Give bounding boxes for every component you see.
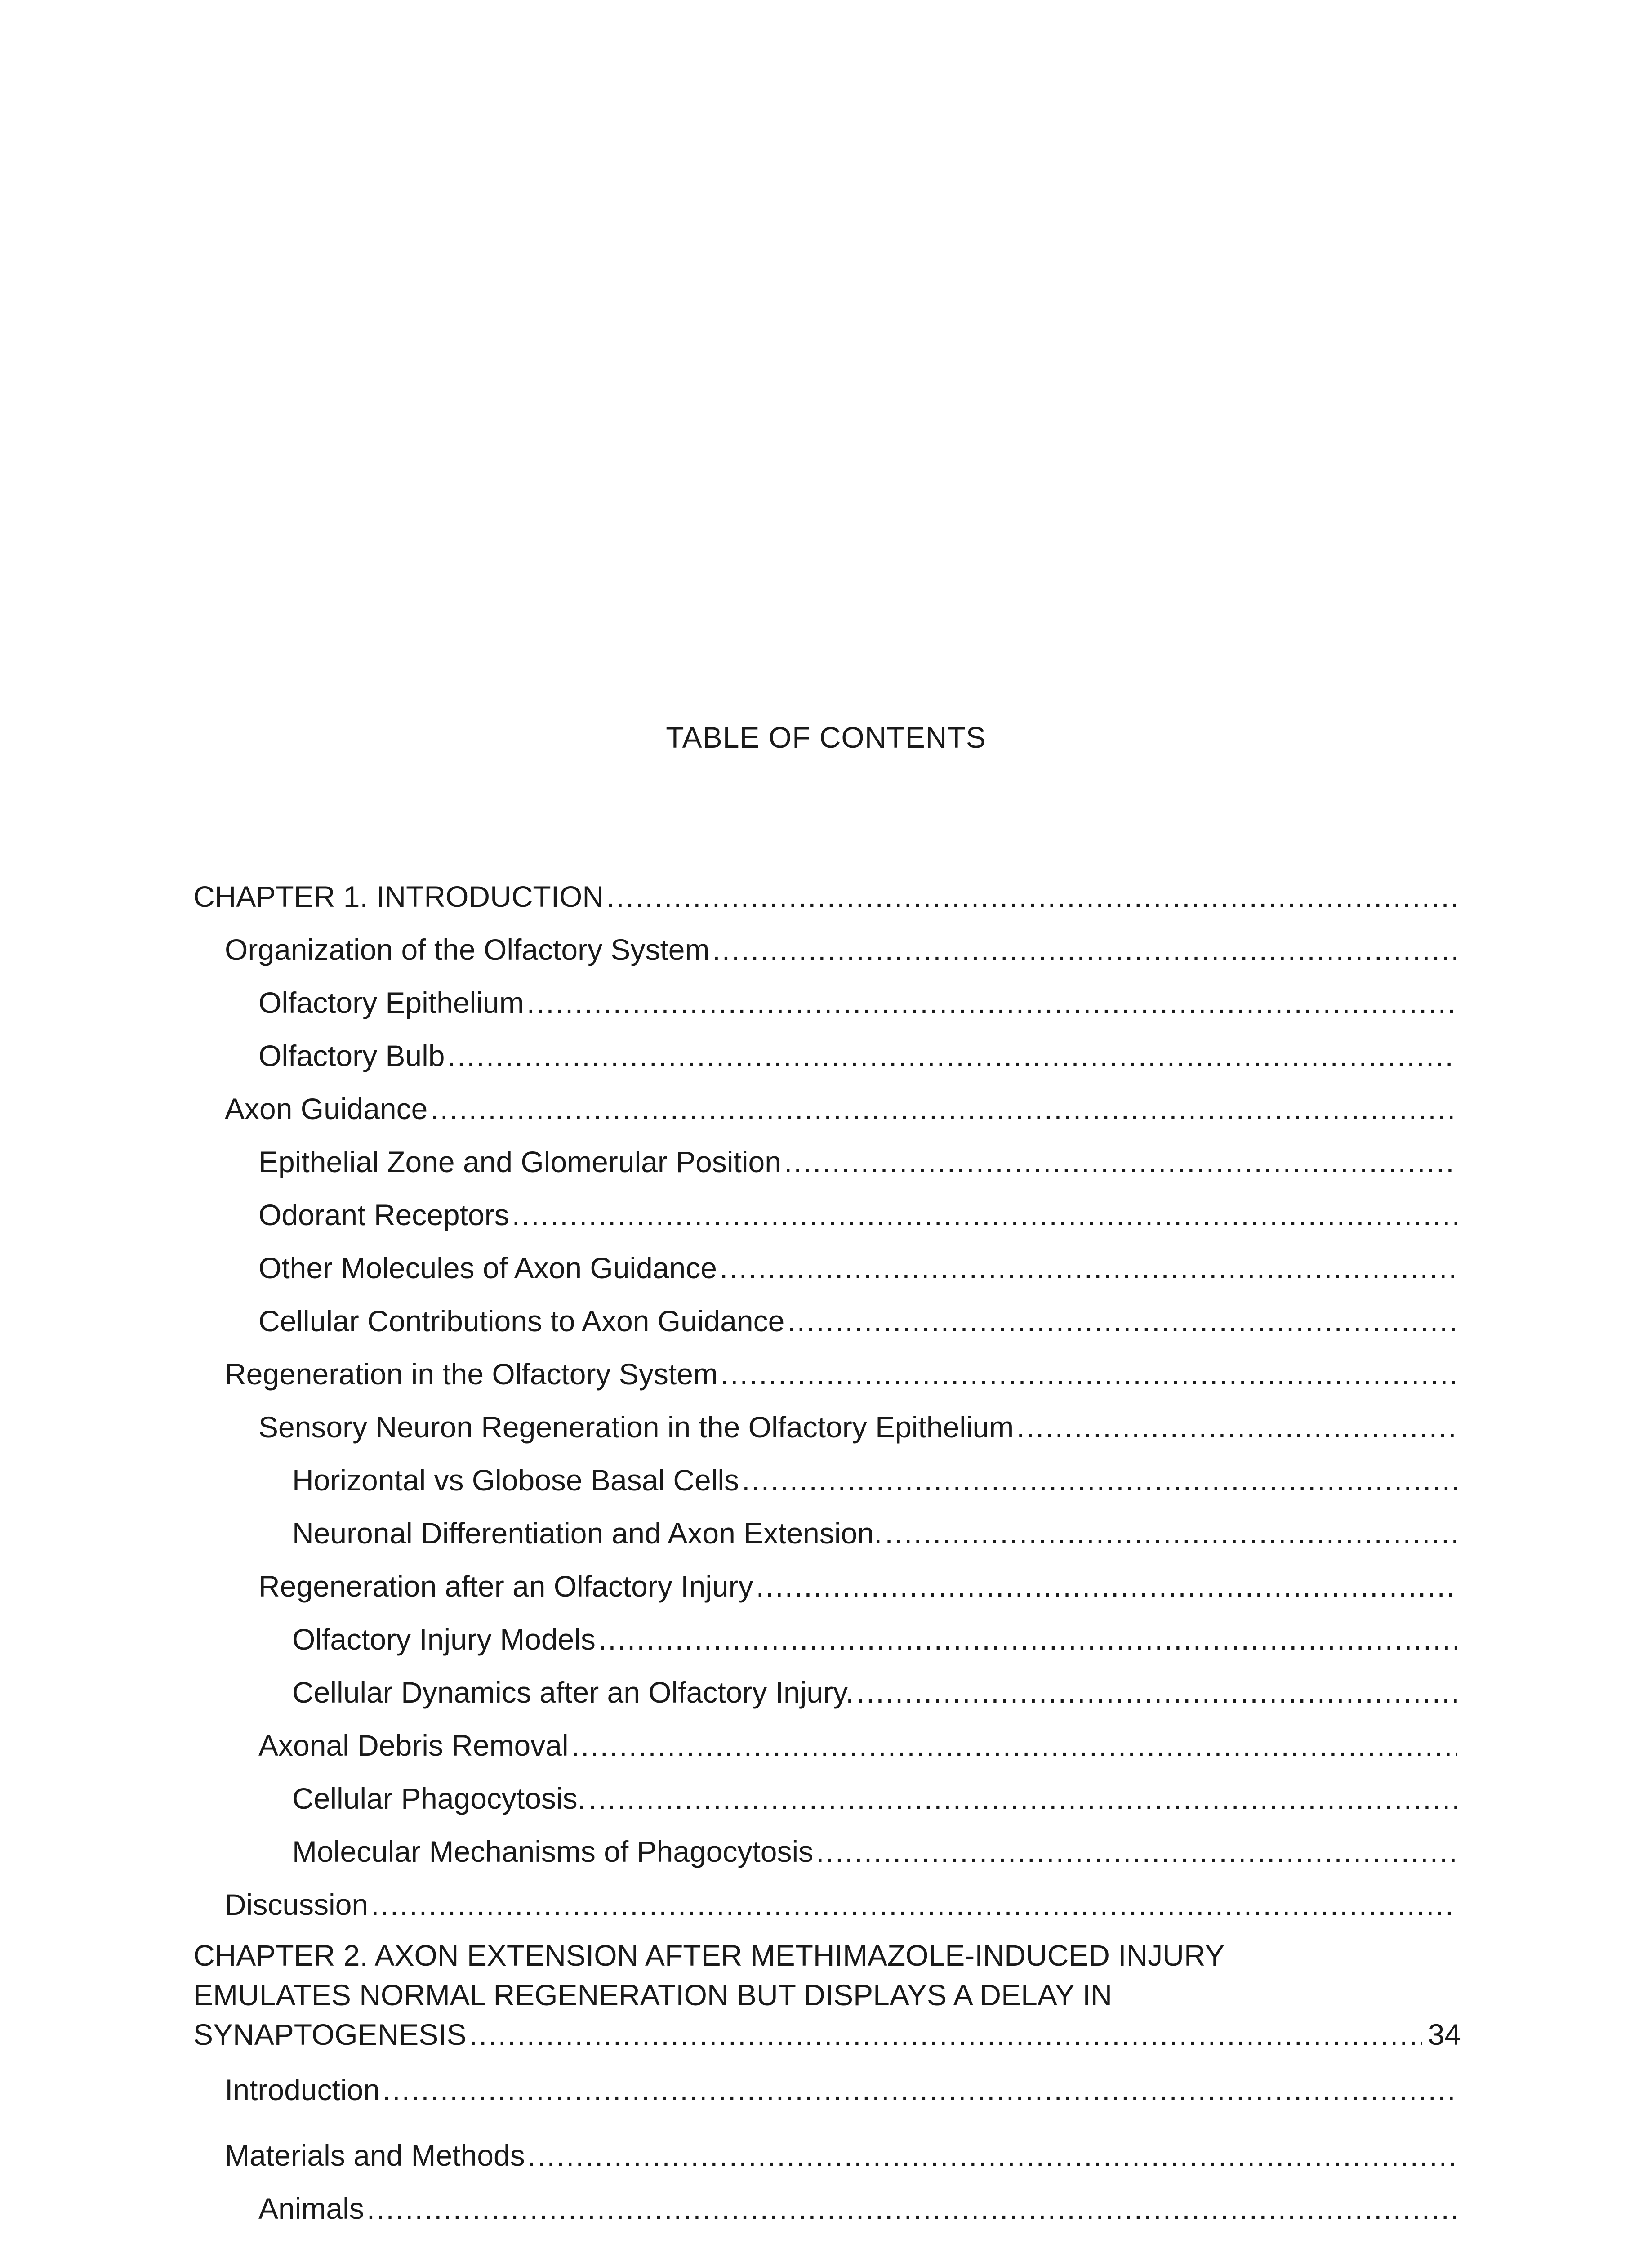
toc-entry-label: Epithelial Zone and Glomerular Position <box>258 1145 781 1178</box>
toc-entry-label: Regeneration in the Olfactory System <box>225 1357 718 1391</box>
toc-entry-label: Cellular Phagocytosis. <box>292 1782 586 1815</box>
toc-entry-label: Other Molecules of Axon Guidance <box>258 1251 717 1285</box>
toc-entry-label: Discussion <box>225 1888 369 1921</box>
toc-entry-regeneration-after-injury <box>193 1560 1461 1613</box>
toc-entry-sensory-neuron-regeneration <box>193 1401 1461 1454</box>
dot-leader <box>816 1825 1457 1878</box>
dot-leader <box>367 2182 1457 2235</box>
dot-leader <box>588 1772 1457 1825</box>
toc-entry-basal-cells <box>193 1454 1461 1507</box>
dot-leader <box>857 1666 1457 1719</box>
toc-entry-introduction <box>193 2063 1461 2116</box>
toc-entry-animals <box>193 2182 1461 2235</box>
toc-entry-chapter-1 <box>193 870 1461 923</box>
toc-entry-label: Materials and Methods <box>225 2139 525 2172</box>
toc-entry-label: Molecular Mechanisms of Phagocytosis <box>292 1835 814 1868</box>
toc-entry-label: Olfactory Epithelium <box>258 986 524 1019</box>
chapter-2-title-line-2: EMULATES NORMAL REGENERATION BUT DISPLAYS A DELAY IN <box>193 1978 1113 2012</box>
chapter-2-title-line-3 <box>193 2015 1461 2054</box>
toc-entry-cellular-phagocytosis <box>193 1772 1461 1825</box>
toc-entry-page: 34 <box>1428 2018 1461 2051</box>
toc-entry-label: Animals <box>258 2192 364 2225</box>
toc-entry-label: Axon Guidance <box>225 1092 428 1125</box>
toc-entry-neuronal-differentiation <box>193 1507 1461 1560</box>
dot-leader <box>606 870 1457 923</box>
dot-leader <box>756 1560 1457 1613</box>
toc-entry-discussion <box>193 1878 1461 1931</box>
dot-leader <box>598 1613 1457 1666</box>
dot-leader <box>430 1082 1457 1135</box>
toc-entry-label: Cellular Contributions to Axon Guidance <box>258 1304 785 1338</box>
dot-leader <box>469 2015 1422 2054</box>
dot-leader <box>721 1347 1457 1401</box>
toc-entry-label: Axonal Debris Removal <box>258 1729 569 1762</box>
toc-entry-olfactory-epithelium <box>193 976 1461 1029</box>
toc-list <box>193 870 1461 2235</box>
toc-entry-cellular-contributions <box>193 1294 1461 1347</box>
toc-entry-axonal-debris <box>193 1719 1461 1772</box>
dot-leader <box>371 1878 1457 1931</box>
dot-leader <box>1016 1401 1457 1454</box>
toc-entry-organization <box>193 923 1461 976</box>
dot-leader <box>448 1029 1458 1082</box>
toc-entry-chapter-2 <box>193 1936 1461 2054</box>
toc-entry-materials-methods <box>193 2129 1461 2182</box>
toc-entry-odorant-receptors <box>193 1188 1461 1241</box>
toc-entry-other-molecules <box>193 1241 1461 1294</box>
toc-entry-cellular-dynamics <box>193 1666 1461 1719</box>
toc-entry-label: Olfactory Injury Models <box>292 1623 596 1656</box>
dot-leader <box>885 1507 1457 1560</box>
toc-entry-molecular-mechanisms <box>193 1825 1461 1878</box>
dot-leader <box>512 1188 1457 1241</box>
dot-leader <box>742 1454 1457 1507</box>
toc-entry-label: Olfactory Bulb <box>258 1039 445 1072</box>
toc-entry-regeneration <box>193 1347 1461 1401</box>
dot-leader <box>784 1135 1457 1188</box>
toc-entry-label: Introduction <box>225 2073 380 2106</box>
toc-entry-label: Neuronal Differentiation and Axon Extension. <box>292 1517 882 1550</box>
toc-entry-label: Regeneration after an Olfactory Injury <box>258 1570 753 1603</box>
dot-leader <box>383 2063 1457 2116</box>
dot-leader <box>527 976 1457 1029</box>
toc-entry-injury-models <box>193 1613 1461 1666</box>
dot-leader <box>787 1294 1457 1347</box>
toc-entry-label: Organization of the Olfactory System <box>225 933 710 966</box>
toc-entry-label: CHAPTER 1. INTRODUCTION <box>193 880 604 913</box>
dot-leader <box>528 2129 1457 2182</box>
toc-entry-epithelial-zone <box>193 1135 1461 1188</box>
toc-title: TABLE OF CONTENTS <box>666 721 986 754</box>
toc-entry-olfactory-bulb <box>193 1029 1461 1082</box>
dot-leader <box>720 1241 1457 1294</box>
toc-entry-label: Sensory Neuron Regeneration in the Olfactory Epithelium <box>258 1410 1014 1444</box>
toc-entry-axon-guidance <box>193 1082 1461 1135</box>
chapter-2-title-line-1: CHAPTER 2. AXON EXTENSION AFTER METHIMAZOLE-INDUCED INJURY <box>193 1939 1225 1972</box>
toc-entry-label: Horizontal vs Globose Basal Cells <box>292 1463 739 1497</box>
dot-leader <box>571 1719 1457 1772</box>
toc-entry-label: Cellular Dynamics after an Olfactory Injury. <box>292 1676 854 1709</box>
dot-leader <box>712 923 1457 976</box>
toc-entry-label: Odorant Receptors <box>258 1198 509 1231</box>
toc-entry-label: SYNAPTOGENESIS <box>193 2018 467 2051</box>
